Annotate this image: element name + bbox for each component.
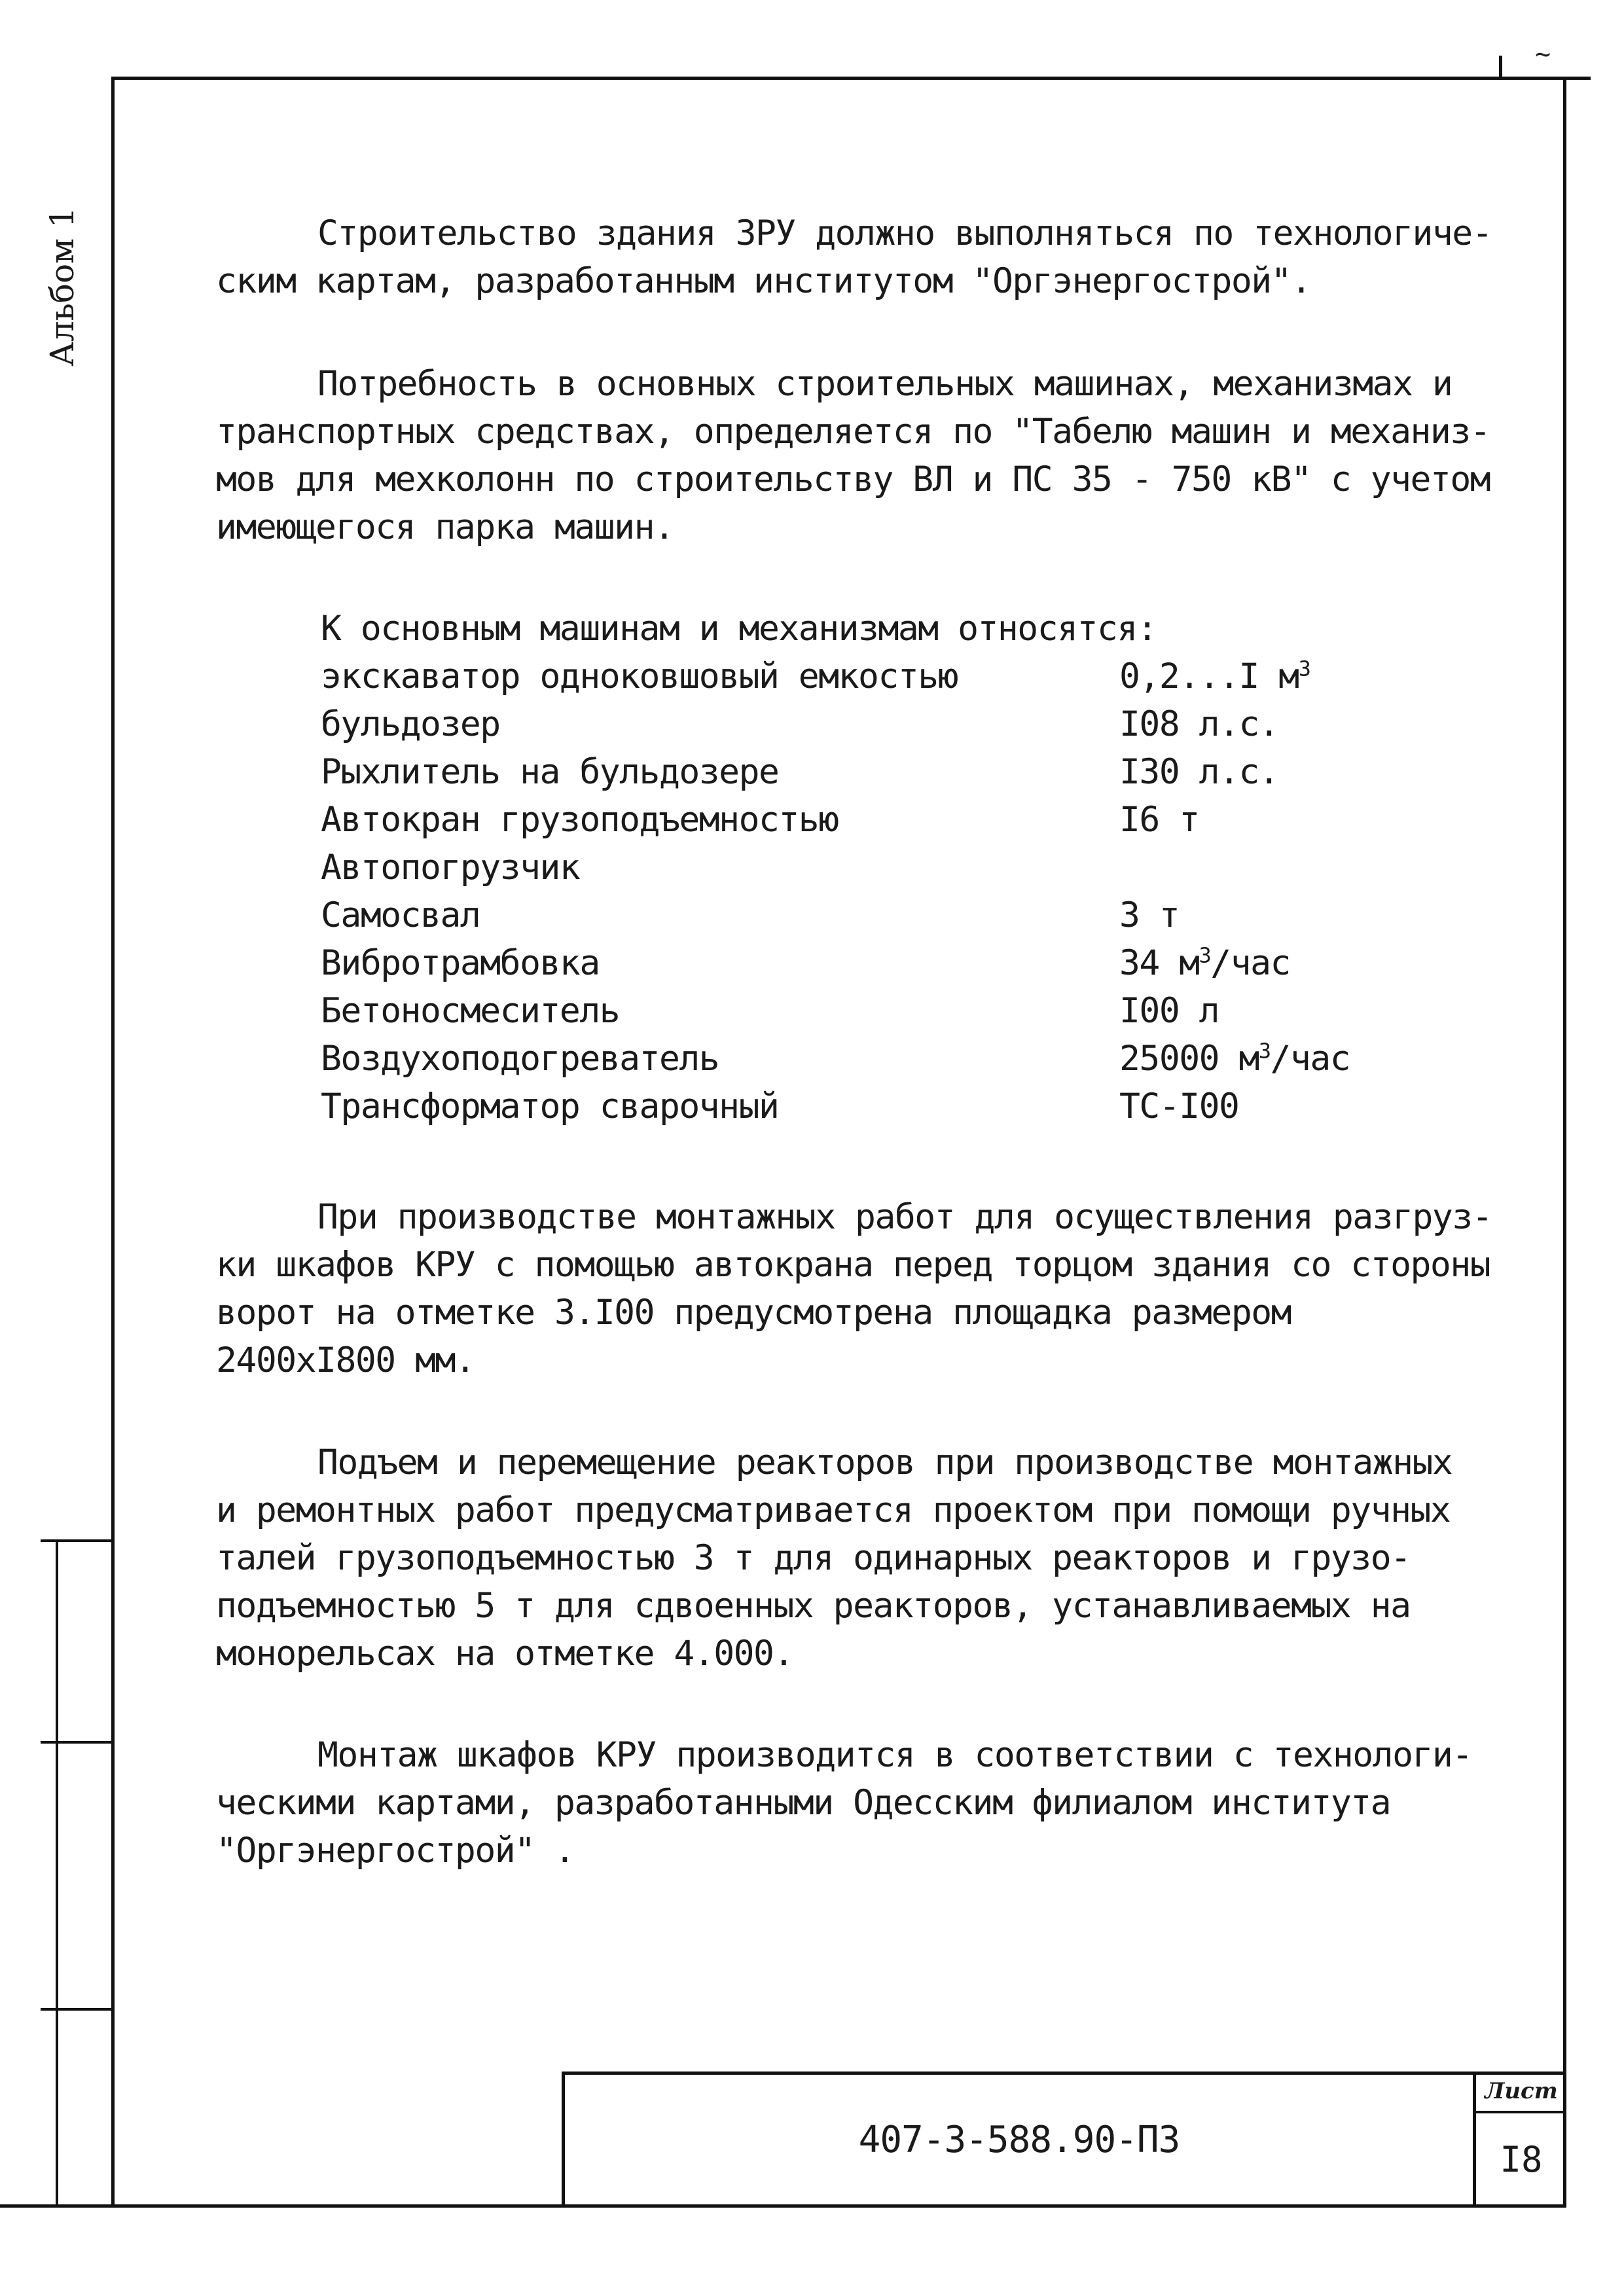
paragraph-reactors [216, 1439, 1538, 1677]
list-item [321, 1083, 1434, 1130]
list-item [321, 891, 1434, 939]
sheet-label: Лист [1485, 2078, 1558, 2104]
frame-right-border [1563, 77, 1566, 2207]
machines-list-title [321, 605, 1434, 653]
paragraph-kru-unloading [216, 1193, 1538, 1384]
list-item [321, 1035, 1434, 1083]
frame-top-border [111, 77, 1591, 80]
text-line: ческими картами, разработанными Одесским филиалом института [216, 1783, 1391, 1823]
text-line: имеющегося парка машин. [216, 507, 674, 547]
machine-name: Бетоносмеситель [321, 991, 620, 1031]
machine-value: I08 л.с. [1119, 704, 1279, 744]
machine-name: бульдозер [321, 704, 500, 744]
list-item [321, 796, 1434, 844]
text-line: ки шкафов КРУ с помощью автокрана перед торцом здания со стороны [216, 1245, 1490, 1285]
machine-value: 34 $м^3$/час [1119, 943, 1290, 983]
frame-left-border [111, 77, 115, 2207]
list-item [321, 939, 1434, 987]
list-item [321, 844, 1434, 891]
list-title-text: К основным машинам и механизмам относятся: [321, 609, 1157, 649]
text-line: подъемностью 5 т для сдвоенных реакторов, устанавливаемых на [216, 1586, 1411, 1626]
corner-tick [1499, 56, 1502, 79]
list-item [321, 987, 1434, 1035]
machine-value: I00 л [1119, 991, 1219, 1031]
document-code: 407-3-588.90-ПЗ [858, 2119, 1180, 2161]
text-line: При производстве монтажных работ для осуществления разгруз- [317, 1197, 1492, 1237]
text-line: ским картам, разработанным институтом "Оргэнергострой". [216, 261, 1311, 301]
text-line: Строительство здания ЗРУ должно выполняться по технологиче- [317, 213, 1492, 253]
margin-stub-line [41, 2008, 114, 2011]
machine-value: 25000 $м^3$/час [1119, 1039, 1350, 1079]
margin-stub-line [41, 1539, 114, 1542]
machine-name: Автопогрузчик [321, 848, 580, 888]
machine-name: Рыхлитель на бульдозере [321, 752, 779, 792]
text-line: "Оргэнергострой" . [216, 1831, 575, 1871]
margin-stub-line [41, 1741, 114, 1744]
machine-value: 3 т [1119, 895, 1180, 935]
machine-name: Самосвал [321, 895, 480, 935]
text-line: Монтаж шкафов КРУ производится в соответствии с технологи- [317, 1735, 1472, 1775]
text-line: и ремонтных работ предусматривается проектом при помощи ручных [216, 1490, 1451, 1530]
machine-name: Трансформатор сварочный [321, 1086, 779, 1126]
margin-stub-vertical [56, 1541, 58, 2206]
text-line: ворот на отметке 3.I00 предусмотрена площадка размером [216, 1293, 1291, 1333]
paragraph-machinery-need [216, 360, 1538, 551]
sheet-number: I8 [1500, 2139, 1543, 2180]
machine-name: Автокран грузоподъемностью [321, 800, 839, 840]
text-line: Подъем и перемещение реакторов при производстве монтажных [317, 1443, 1453, 1482]
album-label: Альбом 1 [43, 207, 81, 367]
text-line: 2400хI800 мм. [216, 1340, 475, 1380]
machine-name: Воздухоподогреватель [321, 1039, 719, 1079]
text-line: монорельсах на отметке 4.000. [216, 1634, 793, 1674]
text-line: Потребность в основных строительных машинах, механизмах и [317, 364, 1453, 404]
corner-mark: ~ [1535, 39, 1551, 69]
machine-name: Вибротрамбовка [321, 943, 600, 983]
paragraph-intro [216, 209, 1538, 305]
list-item [321, 748, 1434, 796]
machines-list [321, 605, 1434, 1130]
list-item [321, 700, 1434, 748]
paragraph-kru-mounting [216, 1731, 1538, 1874]
text-line: мов для мехколонн по строительству ВЛ и ПС 35 - 750 кВ" с учетом [216, 459, 1490, 499]
stamp-sheet-divider [1473, 2111, 1566, 2113]
machine-value: ТС-I00 [1119, 1086, 1239, 1126]
machine-value: I6 т [1119, 800, 1199, 840]
machine-name: экскаватор одноковшовый емкостью [321, 656, 958, 696]
text-line: талей грузоподъемностью 3 т для одинарных реакторов и грузо- [216, 1538, 1411, 1578]
machine-value: 0,2...I $м^3$ [1119, 656, 1310, 696]
list-item [321, 653, 1434, 700]
machine-value: I30 л.с. [1119, 752, 1279, 792]
text-line: транспортных средствах, определяется по "Табелю машин и механиз- [216, 412, 1490, 452]
